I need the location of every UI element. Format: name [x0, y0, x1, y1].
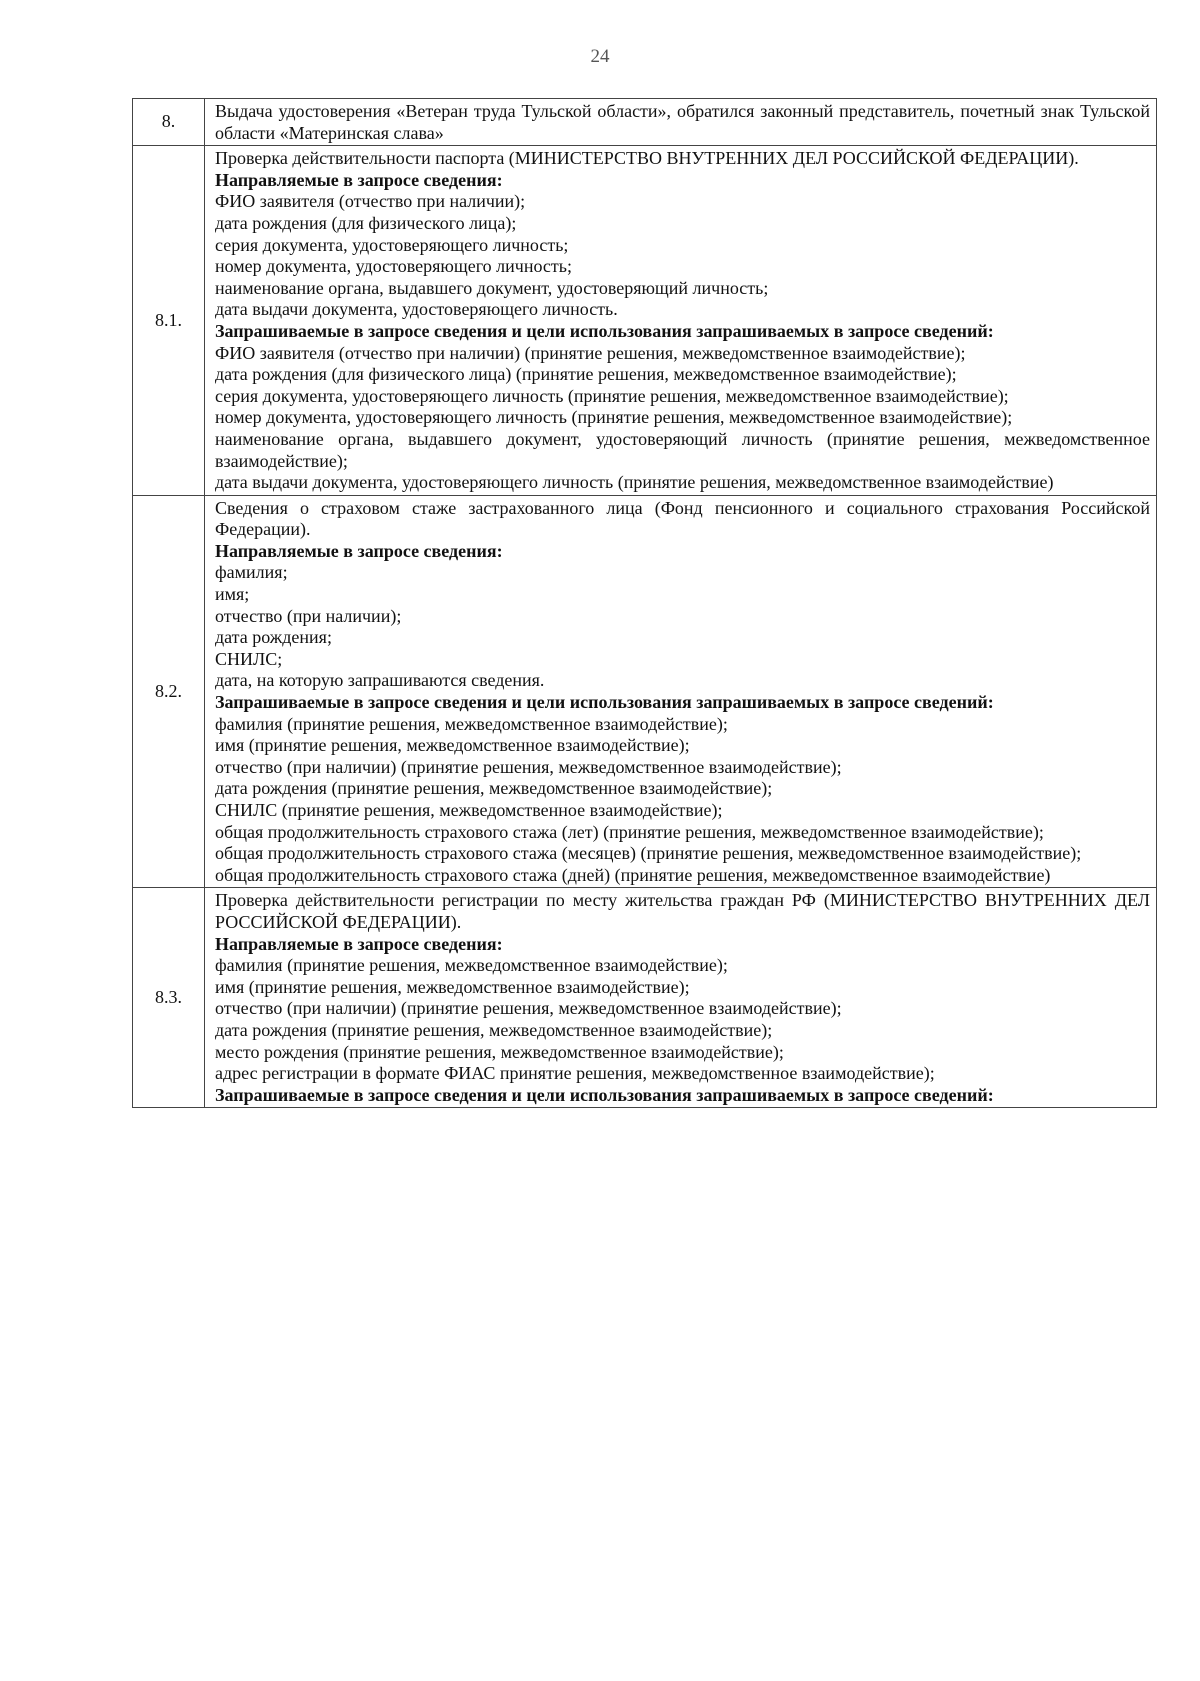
row-number: 8.: [133, 99, 205, 146]
row-content: [205, 146, 1157, 496]
requested-heading: Запрашиваемые в запросе сведения и цели использования запрашиваемых в запросе сведений:: [215, 692, 994, 713]
list-item: фамилия (принятие решения, межведомственное взаимодействие);: [215, 955, 728, 976]
sent-heading: Направляемые в запросе сведения:: [215, 933, 503, 954]
list-item: дата рождения (для физического лица) (принятие решения, межведомственное взаимодействие);: [215, 364, 957, 385]
row-content: [205, 888, 1157, 1108]
list-item: дата рождения;: [215, 627, 332, 648]
requested-heading: Запрашиваемые в запросе сведения и цели использования запрашиваемых в запросе сведений:: [215, 320, 994, 341]
row-text: Выдача удостоверения «Ветеран труда Тульской области», обратился законный представитель, почетный знак Тульской области «Материнская слава»: [205, 99, 1157, 146]
row-number: 8.3.: [133, 888, 205, 1108]
sent-heading: Направляемые в запросе сведения:: [215, 540, 503, 561]
list-item: номер документа, удостоверяющего личность (принятие решения, межведомственное взаимодействие);: [215, 407, 1013, 428]
row-title: Проверка действительности регистрации по месту жительства граждан РФ (МИНИСТЕРСТВО ВНУТРЕННИХ ДЕЛ РОССИЙСКОЙ ФЕДЕРАЦИИ).: [215, 890, 1150, 932]
row-number: 8.1.: [133, 146, 205, 496]
list-item: имя (принятие решения, межведомственное взаимодействие);: [215, 976, 690, 997]
list-item: фамилия (принятие решения, межведомственное взаимодействие);: [215, 713, 728, 734]
sent-heading: Направляемые в запросе сведения:: [215, 169, 503, 190]
list-item: отчество (при наличии);: [215, 605, 402, 626]
row-title: Проверка действительности паспорта (МИНИСТЕРСТВО ВНУТРЕННИХ ДЕЛ РОССИЙСКОЙ ФЕДЕРАЦИИ).: [215, 148, 1079, 169]
row-content: [205, 495, 1157, 888]
table-row: [133, 146, 1157, 496]
list-item: ФИО заявителя (отчество при наличии);: [215, 191, 526, 212]
list-item: номер документа, удостоверяющего личность;: [215, 256, 572, 277]
list-item: общая продолжительность страхового стажа (дней) (принятие решения, межведомственное взаимодействие): [215, 864, 1051, 885]
list-item: имя;: [215, 584, 250, 605]
list-item: серия документа, удостоверяющего личность;: [215, 234, 569, 255]
row-title: Сведения о страховом стаже застрахованного лица (Фонд пенсионного и социального страхования Российской Федерации).: [215, 497, 1150, 540]
table-row: [133, 99, 1157, 146]
list-item: дата выдачи документа, удостоверяющего личность (принятие решения, межведомственное взаимодействие): [215, 472, 1054, 493]
list-item: адрес регистрации в формате ФИАС принятие решения, межведомственное взаимодействие);: [215, 1063, 935, 1084]
row-number: 8.2.: [133, 495, 205, 888]
list-item: СНИЛС;: [215, 648, 283, 669]
list-item: дата, на которую запрашиваются сведения.: [215, 670, 545, 691]
list-item: отчество (при наличии) (принятие решения, межведомственное взаимодействие);: [215, 998, 842, 1019]
list-item: имя (принятие решения, межведомственное взаимодействие);: [215, 735, 690, 756]
list-item: дата рождения (принятие решения, межведомственное взаимодействие);: [215, 778, 773, 799]
page-number: 24: [590, 46, 610, 67]
list-item: фамилия;: [215, 562, 288, 583]
list-item: дата рождения (принятие решения, межведомственное взаимодействие);: [215, 1019, 773, 1040]
requested-heading: Запрашиваемые в запросе сведения и цели использования запрашиваемых в запросе сведений:: [215, 1084, 994, 1105]
list-item: место рождения (принятие решения, межведомственное взаимодействие);: [215, 1041, 784, 1062]
table-row: [133, 495, 1157, 888]
list-item: СНИЛС (принятие решения, межведомственное взаимодействие);: [215, 800, 723, 820]
table-row: [133, 888, 1157, 1108]
list-item: общая продолжительность страхового стажа (месяцев) (принятие решения, межведомственное взаимодействие);: [215, 843, 1082, 864]
list-item: наименование органа, выдавшего документ, удостоверяющий личность (принятие решения, межведомственное взаимодействие);: [215, 428, 1150, 471]
list-item: наименование органа, выдавшего документ, удостоверяющий личность;: [215, 277, 769, 298]
list-item: отчество (при наличии) (принятие решения, межведомственное взаимодействие);: [215, 756, 842, 777]
list-item: дата рождения (для физического лица);: [215, 212, 517, 233]
list-item: ФИО заявителя (отчество при наличии) (принятие решения, межведомственное взаимодействие);: [215, 342, 966, 363]
list-item: серия документа, удостоверяющего личность (принятие решения, межведомственное взаимодействие);: [215, 385, 1009, 406]
list-item: дата выдачи документа, удостоверяющего личность.: [215, 299, 618, 320]
document-table: [132, 98, 1157, 1108]
list-item: общая продолжительность страхового стажа (лет) (принятие решения, межведомственное взаимодействие);: [215, 821, 1044, 842]
